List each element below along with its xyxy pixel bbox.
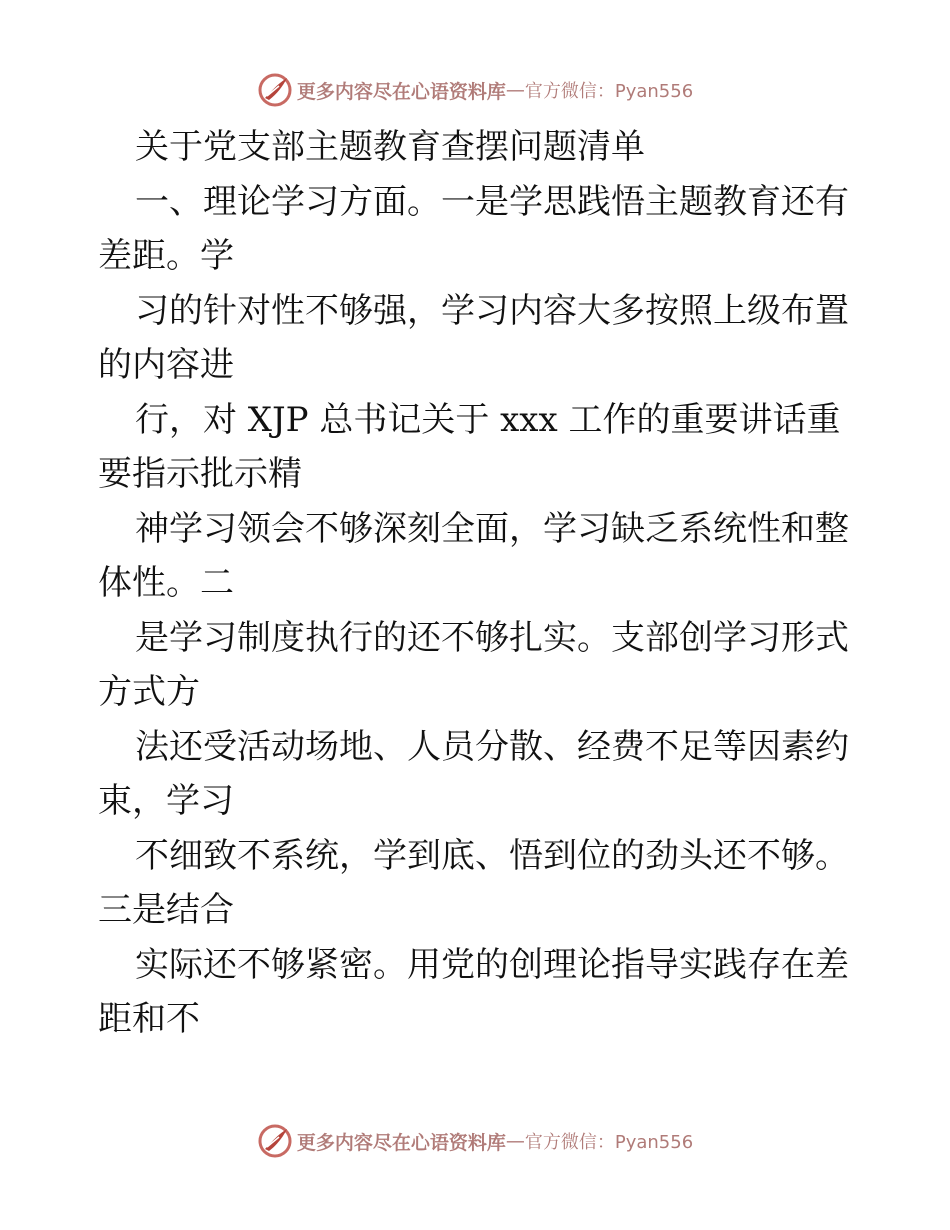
quill-seal-icon xyxy=(257,1123,293,1159)
body-line: 体性。二 xyxy=(98,563,234,603)
quill-seal-icon xyxy=(257,72,293,108)
body-line: 实际还不够紧密。用党的创理论指导实践存在差 xyxy=(135,944,849,985)
footer-watermark xyxy=(0,1121,950,1161)
body-line: 的内容进 xyxy=(98,345,234,385)
body-line: 是学习制度执行的还不够扎实。支部创学习形式 xyxy=(135,617,849,658)
header-watermark xyxy=(0,70,950,110)
watermark-separator: — xyxy=(505,1130,525,1152)
body-line: 要指示批示精 xyxy=(98,454,302,494)
body-line: 法还受活动场地、人员分散、经费不足等因素约 xyxy=(135,726,849,767)
document-body xyxy=(98,120,858,1047)
watermark-text: 更多内容尽在心语资料库 xyxy=(296,1131,506,1154)
body-line: 一、理论学习方面。一是学思践悟主题教育还有 xyxy=(135,181,849,222)
body-line: 神学习领会不够深刻全面，学习缺乏系统性和整 xyxy=(135,508,849,549)
body-line: 距和不 xyxy=(98,999,200,1039)
body-line: 不细致不系统，学到底、悟到位的劲头还不够。 xyxy=(135,835,849,876)
body-line: 行，对 XJP 总书记关于 xxx 工作的重要讲话重 xyxy=(135,399,841,440)
watermark-text: 更多内容尽在心语资料库 xyxy=(296,80,506,103)
body-line: 三是结合 xyxy=(98,890,234,930)
watermark-wechat: 官方微信：Pyan556 xyxy=(524,81,694,102)
watermark-wechat: 官方微信：Pyan556 xyxy=(524,1132,694,1153)
watermark-separator: — xyxy=(505,79,525,101)
body-line: 束，学习 xyxy=(98,781,234,821)
body-line: 差距。学 xyxy=(98,236,234,276)
body-line: 习的针对性不够强，学习内容大多按照上级布置 xyxy=(135,290,849,331)
body-line: 方式方 xyxy=(98,672,200,712)
document-title: 关于党支部主题教育查摆问题清单 xyxy=(135,127,645,167)
